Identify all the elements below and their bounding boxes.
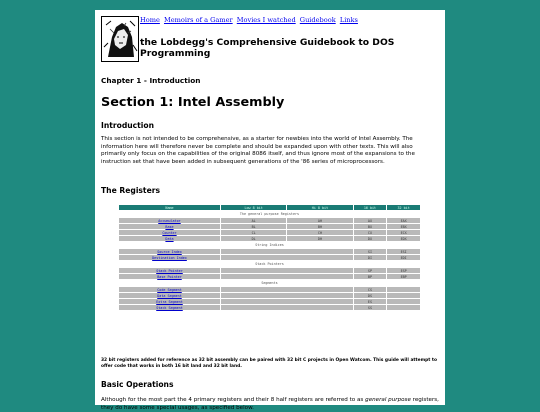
group-title: Stack Pointers bbox=[119, 261, 420, 267]
column-header: 32 bit bbox=[387, 205, 420, 210]
cell bbox=[387, 293, 420, 298]
cell: SS bbox=[354, 305, 387, 310]
cell bbox=[221, 255, 353, 260]
sketch-portrait-icon bbox=[102, 17, 138, 61]
group-row bbox=[119, 242, 420, 248]
table-row bbox=[119, 255, 420, 260]
cell: CS bbox=[354, 287, 387, 292]
register-link[interactable]: Stack Segment bbox=[156, 305, 183, 310]
register-name-cell bbox=[119, 224, 220, 229]
register-link[interactable]: Data bbox=[165, 236, 174, 241]
intro-heading: Introduction bbox=[101, 121, 155, 130]
registers-note: 32 bit registers added for reference as 32 bit assembly can be paired with 32 bit C projects in Open Watcom. This guide will attempt to offer code that works in both 16 bit land and 32 bit land. bbox=[101, 358, 438, 369]
cell: AH bbox=[287, 218, 352, 223]
top-navigation bbox=[140, 16, 360, 24]
register-link[interactable]: Data Segment bbox=[157, 293, 182, 298]
cell: BL bbox=[221, 224, 286, 229]
cell bbox=[387, 287, 420, 292]
table-row bbox=[119, 230, 420, 235]
registers-heading: The Registers bbox=[101, 186, 160, 195]
table-row bbox=[119, 274, 420, 279]
cell: BH bbox=[287, 224, 352, 229]
cell: EAX bbox=[387, 218, 420, 223]
cell: CX bbox=[354, 230, 387, 235]
cell bbox=[387, 305, 420, 310]
table-row bbox=[119, 305, 420, 310]
register-link[interactable]: Code Segment bbox=[157, 287, 182, 292]
register-name-cell bbox=[119, 293, 220, 298]
cell: ES bbox=[354, 299, 387, 304]
cell bbox=[221, 287, 353, 292]
group-row bbox=[119, 280, 420, 286]
nav-link-movies[interactable]: Movies I watched bbox=[236, 16, 296, 24]
table-row bbox=[119, 299, 420, 304]
cell: AL bbox=[221, 218, 286, 223]
cell: EDX bbox=[387, 236, 420, 241]
site-logo-image bbox=[101, 16, 139, 62]
cell bbox=[221, 274, 353, 279]
cell: ESP bbox=[387, 268, 420, 273]
table-row bbox=[119, 293, 420, 298]
table-row bbox=[119, 249, 420, 254]
cell: SP bbox=[354, 268, 387, 273]
table-row bbox=[119, 224, 420, 229]
column-header: 16 bit bbox=[354, 205, 387, 210]
register-name-cell bbox=[119, 218, 220, 223]
register-name-cell bbox=[119, 236, 220, 241]
register-name-cell bbox=[119, 230, 220, 235]
nav-link-home[interactable]: Home bbox=[140, 16, 160, 24]
cell: ECX bbox=[387, 230, 420, 235]
nav-link-guidebook[interactable]: Guidebook bbox=[299, 16, 336, 24]
table-row bbox=[119, 218, 420, 223]
register-link[interactable]: Base bbox=[165, 224, 174, 229]
basic-operations-paragraph bbox=[101, 397, 439, 412]
paragraph-text: Although for the most part the 4 primary registers and their 8 half registers are referred to as bbox=[101, 397, 366, 403]
group-title: The general purpose Registers bbox=[119, 211, 420, 217]
group-row bbox=[119, 261, 420, 267]
register-link[interactable]: Stack Pointer bbox=[156, 268, 183, 273]
nav-link-memoirs[interactable]: Memoirs of a Gamer bbox=[163, 16, 233, 24]
cell: CL bbox=[221, 230, 286, 235]
register-link[interactable]: Counter bbox=[162, 230, 177, 235]
register-link[interactable]: Destination Index bbox=[152, 255, 187, 260]
cell: EBP bbox=[387, 274, 420, 279]
register-link[interactable]: Accumulator bbox=[158, 218, 181, 223]
register-name-cell bbox=[119, 249, 220, 254]
nav-link-links[interactable]: Links bbox=[339, 16, 358, 24]
register-name-cell bbox=[119, 299, 220, 304]
cell: EDI bbox=[387, 255, 420, 260]
cell: CH bbox=[287, 230, 352, 235]
register-name-cell bbox=[119, 255, 220, 260]
table-row bbox=[119, 268, 420, 273]
cell: DI bbox=[354, 255, 387, 260]
register-link[interactable]: Extra Segment bbox=[156, 299, 183, 304]
group-title: Segments bbox=[119, 280, 420, 286]
cell: BP bbox=[354, 274, 387, 279]
register-name-cell bbox=[119, 274, 220, 279]
column-header: Low 8 bit bbox=[221, 205, 286, 210]
table-row bbox=[119, 287, 420, 292]
basic-operations-heading: Basic Operations bbox=[101, 380, 174, 389]
register-name-cell bbox=[119, 268, 220, 273]
register-name-cell bbox=[119, 287, 220, 292]
cell: SI bbox=[354, 249, 387, 254]
cell bbox=[221, 249, 353, 254]
register-link[interactable]: Source Index bbox=[157, 249, 182, 254]
group-title: String Indices bbox=[119, 242, 420, 248]
register-link[interactable]: Base Pointer bbox=[157, 274, 182, 279]
chapter-heading: Chapter 1 - Introduction bbox=[101, 76, 201, 85]
paragraph-text: registers, they do have some special usages, as specified below. bbox=[101, 397, 439, 411]
site-title: the Lobdegg's Comprehensive Guidebook to DOS Programming bbox=[140, 37, 395, 59]
register-name-cell bbox=[119, 305, 220, 310]
emphasis-text: general purpose bbox=[365, 397, 411, 403]
cell: AX bbox=[354, 218, 387, 223]
table-header-row bbox=[119, 205, 420, 210]
cell: DX bbox=[354, 236, 387, 241]
content-page bbox=[95, 10, 445, 411]
column-header: Hi 8 bit bbox=[287, 205, 352, 210]
intro-paragraph: This section is not intended to be comprehensive, as a starter for newbies into the world of Intel Assembly. The information here will therefore never be complete and should be expanded upon with other texts. This will also primarily only focus on the capabilities of the original 8086 itself, and thus ignore most of the expansions to the instruction set that have been added in subsequent generations of the '86 series of microprocessors. bbox=[101, 136, 415, 165]
registers-table bbox=[118, 204, 421, 311]
cell: ESI bbox=[387, 249, 420, 254]
cell bbox=[221, 305, 353, 310]
table-row bbox=[119, 236, 420, 241]
cell bbox=[221, 293, 353, 298]
cell bbox=[221, 299, 353, 304]
column-header: Name bbox=[119, 205, 220, 210]
cell: DH bbox=[287, 236, 352, 241]
cell bbox=[387, 299, 420, 304]
cell: DS bbox=[354, 293, 387, 298]
cell: BX bbox=[354, 224, 387, 229]
section-title: Section 1: Intel Assembly bbox=[101, 95, 285, 110]
cell bbox=[221, 268, 353, 273]
group-row bbox=[119, 211, 420, 217]
cell: EBX bbox=[387, 224, 420, 229]
cell: DL bbox=[221, 236, 286, 241]
